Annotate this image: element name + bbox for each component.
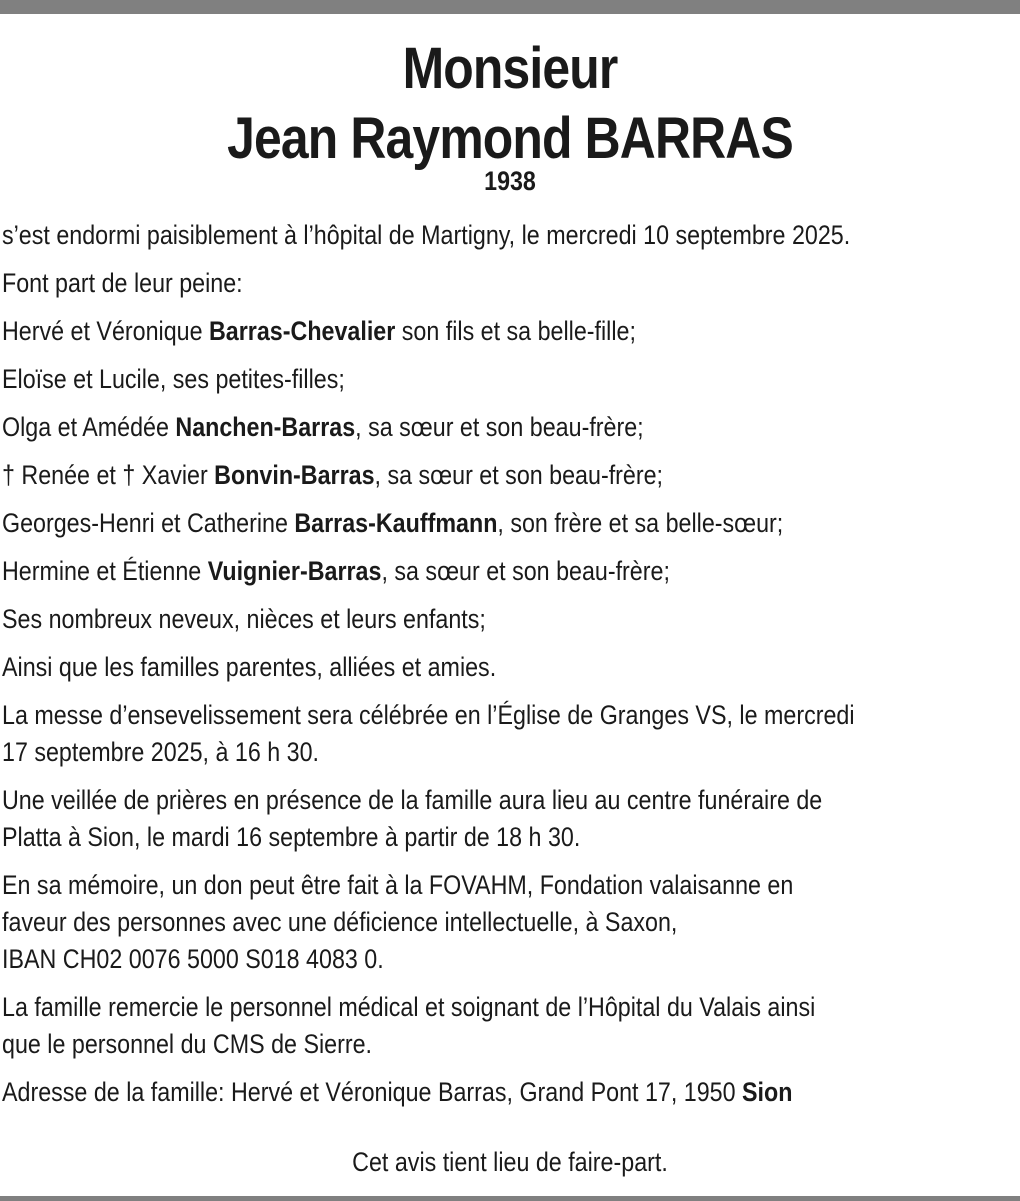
- donation-line-1: En sa mémoire, un don peut être fait à la FOVAHM, Fondation valaisanne en: [2, 870, 794, 900]
- thanks-line-2: que le personnel du CMS de Sierre.: [2, 1029, 373, 1059]
- mass-line-2: 17 septembre 2025, à 16 h 30.: [2, 737, 320, 767]
- family-text: Georges-Henri et Catherine: [2, 508, 295, 538]
- family-text: Hermine et Étienne: [2, 556, 208, 586]
- family-address: [2, 1074, 1019, 1111]
- family-surname: Vuignier-Barras: [207, 556, 382, 586]
- family-text: † Renée et † Xavier: [2, 460, 215, 490]
- thanks-line-1: La famille remercie le personnel médical et soignant de l’Hôpital du Valais ainsi: [2, 992, 816, 1022]
- donation: [2, 867, 1019, 978]
- vigil-line-1: Une veillée de prières en présence de la famille aura lieu au centre funéraire de: [2, 785, 823, 815]
- honorific: Monsieur: [402, 36, 618, 101]
- notice-body: [2, 217, 1019, 1122]
- donation-line-2: faveur des personnes avec une déficience intellectuelle, à Saxon,: [2, 907, 678, 937]
- family-text: Hervé et Véronique: [2, 316, 210, 346]
- family-surname: Nanchen-Barras: [175, 412, 356, 442]
- family-line-3: [2, 409, 1019, 446]
- death-announcement: s’est endormi paisiblement à l’hôpital de Martigny, le mercredi 10 septembre 2025.: [2, 220, 851, 250]
- vigil-line-2: Platta à Sion, le mardi 16 septembre à partir de 18 h 30.: [2, 822, 581, 852]
- family-surname: Barras-Chevalier: [209, 316, 396, 346]
- family-relation: , sa sœur et son beau-frère;: [374, 460, 664, 490]
- mass-line-1: La messe d’ensevelissement sera célébrée en l’Église de Granges VS, le mercredi: [2, 700, 855, 730]
- family-line-7: Ses nombreux neveux, nièces et leurs enfants;: [2, 604, 486, 634]
- mourners-intro: Font part de leur peine:: [2, 268, 243, 298]
- family-line-4: [2, 457, 1019, 494]
- family-relation: , son frère et sa belle-sœur;: [497, 508, 784, 538]
- family-line-8: Ainsi que les familles parentes, alliées et amies.: [2, 652, 497, 682]
- closing-note: Cet avis tient lieu de faire-part.: [352, 1147, 668, 1177]
- family-text: Olga et Amédée: [2, 412, 176, 442]
- address-text: Adresse de la famille: Hervé et Véronique Barras, Grand Pont 17, 1950: [2, 1077, 743, 1107]
- funeral-mass: [2, 697, 1019, 771]
- notice-header: [0, 34, 1020, 196]
- family-line-6: [2, 553, 1019, 590]
- family-relation: , sa sœur et son beau-frère;: [381, 556, 670, 586]
- donation-iban: IBAN CH02 0076 5000 S018 4083 0.: [2, 944, 384, 974]
- family-line-2: Eloïse et Lucile, ses petites-filles;: [2, 364, 345, 394]
- family-line-5: [2, 505, 1019, 542]
- bottom-border: [0, 1196, 1020, 1201]
- thanks: [2, 989, 1019, 1063]
- deceased-name: Jean Raymond BARRAS: [227, 106, 793, 171]
- family-relation: son fils et sa belle-fille;: [395, 316, 636, 346]
- birth-year: 1938: [484, 166, 536, 196]
- family-surname: Barras-Kauffmann: [294, 508, 498, 538]
- family-line-1: [2, 313, 1019, 350]
- vigil: [2, 782, 1019, 856]
- family-surname: Bonvin-Barras: [214, 460, 375, 490]
- top-border: [0, 0, 1020, 14]
- family-relation: , sa sœur et son beau-frère;: [355, 412, 644, 442]
- address-city: Sion: [742, 1077, 793, 1107]
